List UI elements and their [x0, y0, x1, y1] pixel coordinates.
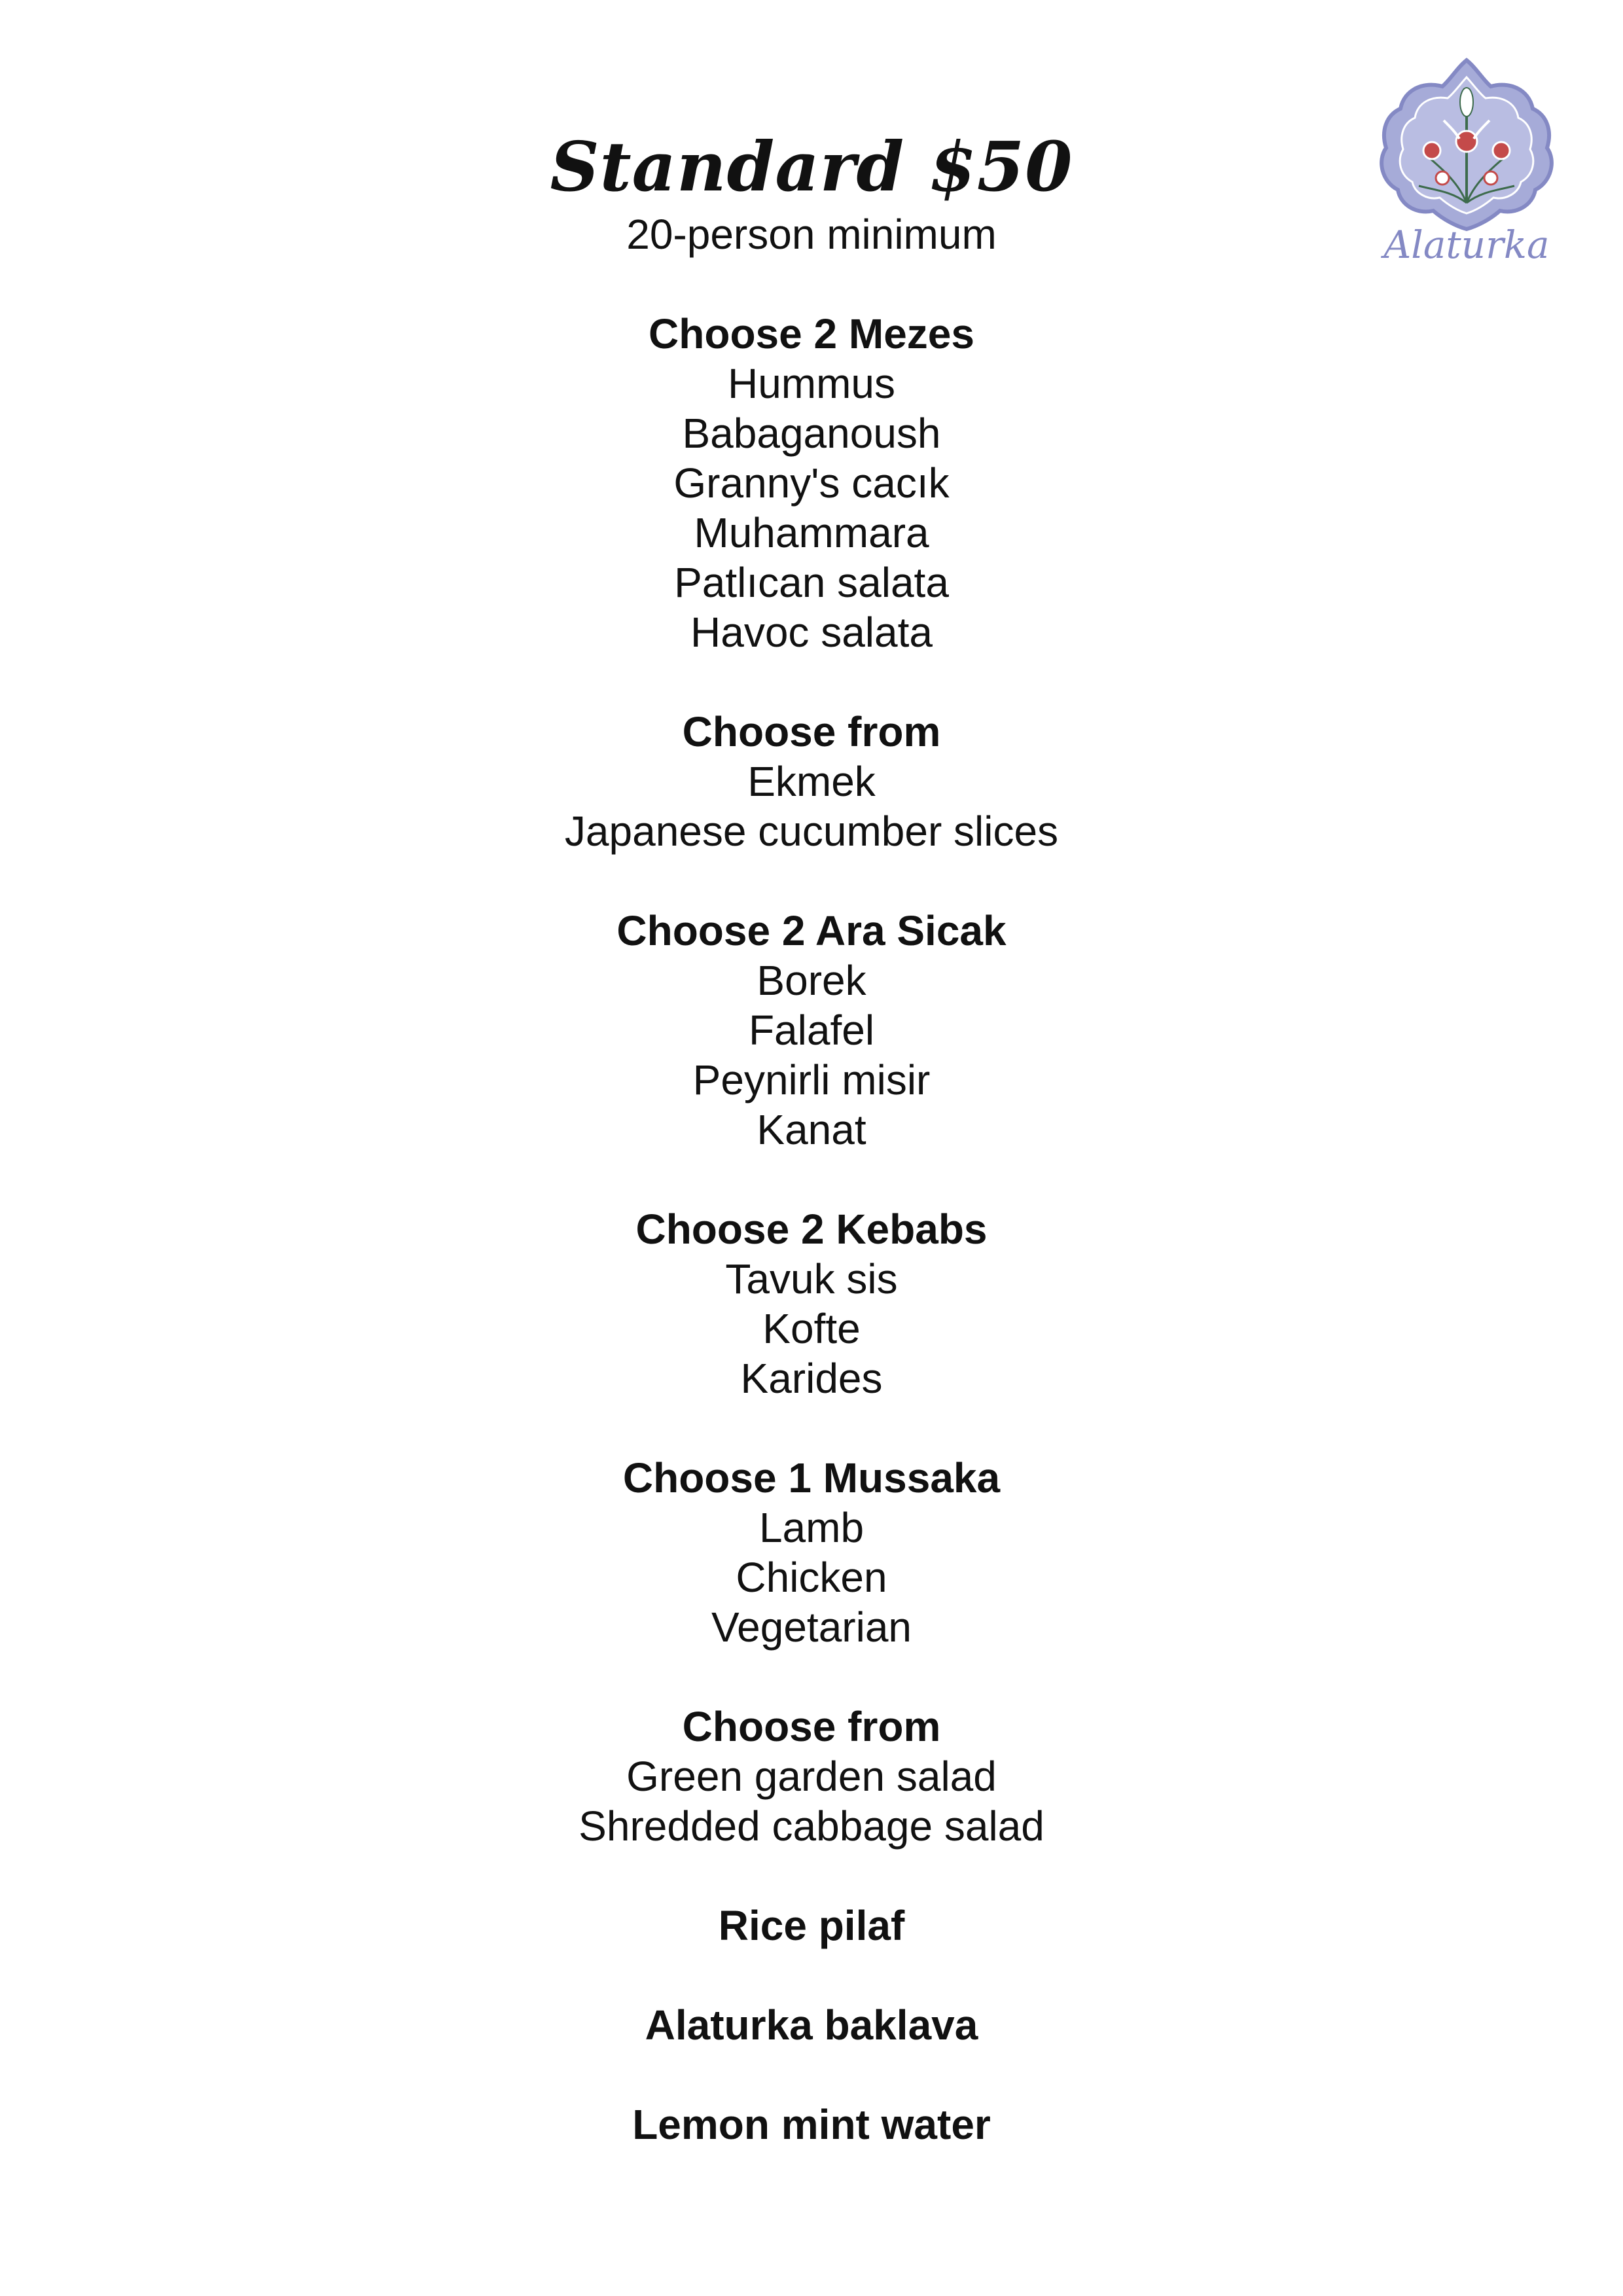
menu-item: Patlıcan salata — [674, 559, 949, 606]
section-baklava — [0, 2000, 1623, 2050]
menu-item: Granny's cacık — [673, 459, 950, 507]
menu-item: Karides — [740, 1355, 883, 1402]
menu-item: Borek — [757, 957, 866, 1004]
section-heading: Choose 2 Mezes — [649, 310, 974, 357]
section-heading: Choose 1 Mussaka — [622, 1454, 1001, 1501]
menu-item: Muhammara — [694, 509, 929, 556]
menu-title: Standard $50 — [550, 126, 1073, 207]
menu-item: Chicken — [736, 1554, 887, 1601]
menu-item: Falafel — [748, 1007, 875, 1054]
menu-item: Japanese cucumber slices — [564, 808, 1059, 855]
menu-item: Shredded cabbage salad — [579, 1803, 1044, 1850]
menu-item: Kanat — [757, 1106, 866, 1153]
menu-item: Lamb — [758, 1504, 865, 1551]
menu-item: Green garden salad — [626, 1753, 997, 1800]
section-heading: Rice pilaf — [718, 1902, 905, 1949]
menu-item: Peynirli misir — [692, 1056, 931, 1103]
section-heading: Choose 2 Kebabs — [635, 1206, 988, 1253]
section-heading: Choose from — [682, 1703, 941, 1750]
menu-item: Hummus — [727, 360, 896, 407]
menu-item: Vegetarian — [711, 1604, 912, 1651]
section-heading: Lemon mint water — [632, 2101, 991, 2148]
section-mezes — [0, 309, 1623, 657]
section-heading: Choose 2 Ara Sicak — [616, 907, 1007, 954]
section-mussaka — [0, 1453, 1623, 1652]
menu — [0, 124, 1623, 2149]
section-heading: Choose from — [682, 708, 941, 755]
section-kebabs — [0, 1204, 1623, 1403]
section-ara-sicak — [0, 906, 1623, 1155]
section-salads — [0, 1702, 1623, 1851]
section-heading: Alaturka baklava — [645, 2001, 978, 2049]
section-lemon-mint-water — [0, 2100, 1623, 2149]
section-bread — [0, 707, 1623, 856]
menu-item: Ekmek — [747, 758, 876, 805]
menu-item: Kofte — [762, 1305, 861, 1352]
menu-item: Havoc salata — [690, 609, 933, 656]
menu-item: Babaganoush — [682, 410, 941, 457]
alaturka-logo-wordmark: Alaturka — [1383, 223, 1550, 267]
section-rice-pilaf — [0, 1901, 1623, 1950]
menu-item: Tavuk sis — [725, 1255, 898, 1302]
menu-subtitle: 20-person minimum — [626, 211, 997, 258]
